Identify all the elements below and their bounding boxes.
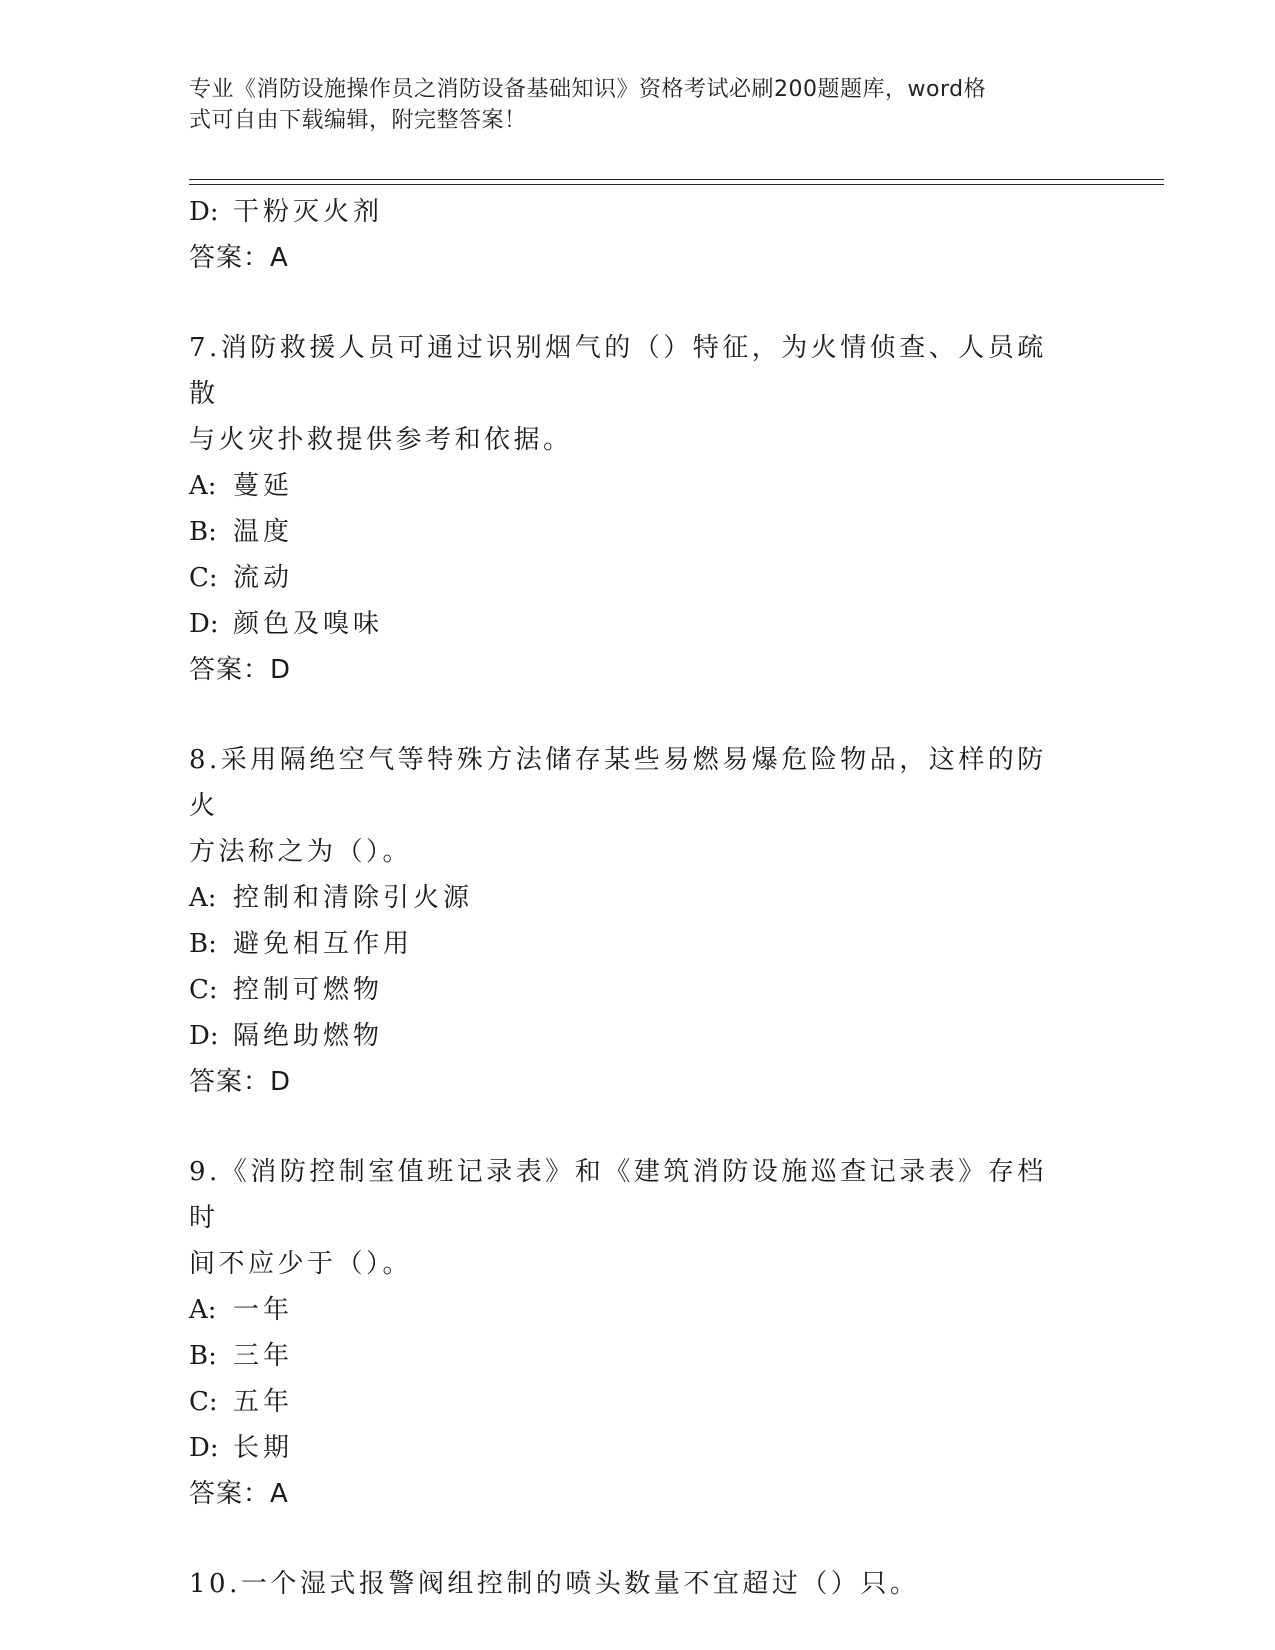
option-row (189, 1013, 1089, 1059)
option-text: 一年 (233, 1295, 294, 1325)
question-content (189, 189, 1089, 1607)
option-row (189, 463, 1089, 509)
option-text: 避免相互作用 (233, 929, 414, 959)
option-key: C: (189, 975, 218, 1005)
option-text: 长期 (233, 1433, 294, 1463)
answer-line: 答案：A (189, 243, 289, 273)
option-row (189, 921, 1089, 967)
option-key: B: (189, 929, 217, 959)
option-text: 隔绝助燃物 (233, 1021, 384, 1051)
option-row (189, 509, 1089, 555)
question-item (189, 325, 1089, 693)
question-item (189, 1149, 1089, 1517)
option-key: C: (189, 563, 218, 593)
option-text: 五年 (233, 1387, 294, 1417)
header-title-line1: 专业《消防设施操作员之消防设备基础知识》资格考试必刷200题题库，word格 (189, 77, 987, 102)
question-stem-line: 10.一个湿式报警阀组控制的喷头数量不宜超过（）只。 (189, 1569, 920, 1599)
question-item (189, 737, 1089, 1105)
question-stem-line: 8.采用隔绝空气等特殊方法储存某些易燃易爆危险物品，这样的防火 (189, 745, 1047, 821)
question-stem-line: 7.消防救援人员可通过识别烟气的（）特征，为火情侦查、人员疏散 (189, 333, 1047, 409)
option-key: A: (189, 471, 217, 501)
answer-line: 答案：A (189, 1479, 289, 1509)
header-title-line2: 式可自由下载编辑，附完整答案！ (189, 108, 527, 133)
option-key: B: (189, 517, 217, 547)
question-stem-line: 方法称之为（）。 (189, 837, 413, 867)
option-text: 干粉灭火剂 (233, 197, 384, 227)
option-text: 控制可燃物 (233, 975, 384, 1005)
option-text: 三年 (233, 1341, 294, 1371)
header-divider-bottom (189, 184, 1164, 185)
answer-line: 答案：D (189, 655, 292, 685)
option-row (189, 601, 1089, 647)
option-row (189, 1333, 1089, 1379)
header-divider-top (189, 179, 1164, 180)
question-stem-line: 间不应少于（）。 (189, 1249, 413, 1279)
question-stem-line: 9.《消防控制室值班记录表》和《建筑消防设施巡查记录表》存档时 (189, 1157, 1047, 1233)
option-key: C: (189, 1387, 218, 1417)
option-row (189, 189, 1089, 235)
question-item (189, 1561, 1089, 1607)
answer-line: 答案：D (189, 1067, 292, 1097)
option-key: D: (189, 197, 219, 227)
question-stem-line: 与火灾扑救提供参考和依据。 (189, 425, 573, 455)
option-key: A: (189, 883, 217, 913)
option-key: D: (189, 1433, 219, 1463)
option-key: D: (189, 1021, 219, 1051)
option-key: B: (189, 1341, 217, 1371)
option-row (189, 1425, 1089, 1471)
option-row (189, 967, 1089, 1013)
option-row (189, 1287, 1089, 1333)
document-header (189, 74, 1069, 136)
option-row (189, 1379, 1089, 1425)
option-key: A: (189, 1295, 217, 1325)
option-text: 控制和清除引火源 (233, 883, 474, 913)
option-row (189, 875, 1089, 921)
option-text: 蔓延 (233, 471, 294, 501)
option-text: 温度 (233, 517, 294, 547)
option-text: 颜色及嗅味 (233, 609, 384, 639)
option-row (189, 555, 1089, 601)
option-key: D: (189, 609, 219, 639)
option-text: 流动 (233, 563, 294, 593)
